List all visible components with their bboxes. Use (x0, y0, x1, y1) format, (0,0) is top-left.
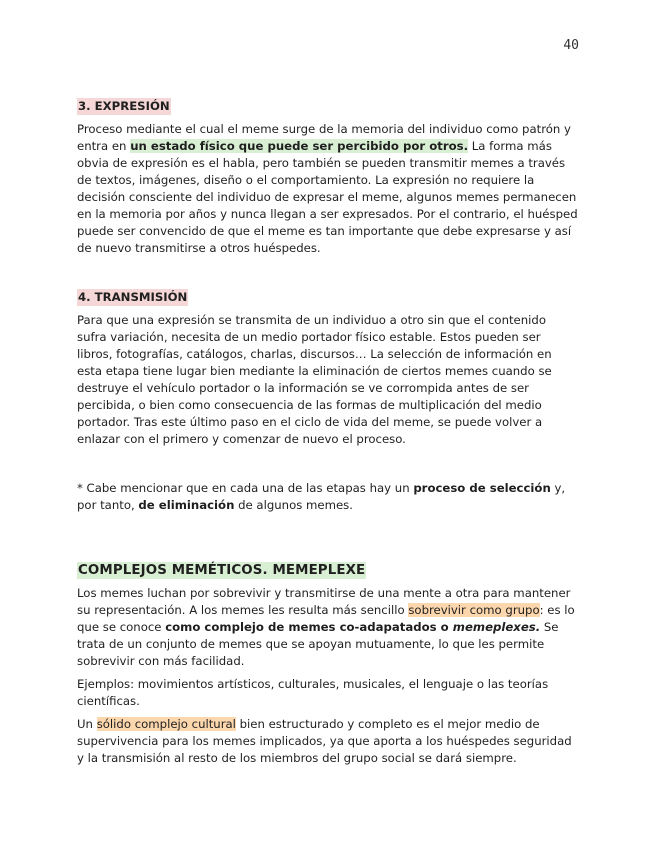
paragraph-complejos-1: Los memes luchan por sobrevivir y transmitirse de una mente a otra para mantener su representación. A los memes les resulta más sencillo sobrevivir como grupo: es lo que se conoce como complejo de memes co-adapatados o memeplexes. Se trata de un conjunto de memes que se apoyan mutuamente, lo que les permite sobrevivir con más facilidad. (77, 586, 575, 668)
document-body (77, 98, 579, 767)
highlight-sobrevivir-grupo: sobrevivir como grupo (408, 603, 540, 617)
page-number: 40 (563, 38, 579, 53)
note-paragraph: * Cabe mencionar que en cada una de las etapas hay un proceso de selección y, por tanto, de eliminación de algunos memes. (77, 481, 566, 512)
paragraph-complejos-3: Un sólido complejo cultural bien estructurado y completo es el mejor medio de supervivencia para los memes implicados, ya que aporta a los huéspedes seguridad y la transmisión al resto de los miembros del grupo social se dará siempre. (77, 717, 572, 765)
bold-proceso-seleccion: proceso de selección (413, 481, 551, 495)
section-heading-expresion: 3. EXPRESIÓN (78, 99, 170, 113)
paragraph-expresion: Proceso mediante el cual el meme surge de la memoria del individuo como patrón y entra en un estado físico que puede ser percibido por otros. La forma más obvia de expresión es el habla, pero también se pueden transmitir memes a través de textos, imágenes, diseño o el comportamiento. La expresión no requiere la decisión consciente del individuo de expresar el meme, algunos memes permanecen en la memoria por años y nunca llegan a ser expresados. Por el contrario, el huésped puede ser convencido de que el meme es tan importante que debe expresarse y así de nuevo transmitirse a otros huéspedes. (77, 122, 578, 255)
section-heading-transmision: 4. TRANSMISIÓN (78, 290, 188, 304)
highlight-solido-complejo: sólido complejo cultural (96, 717, 236, 731)
paragraph-complejos-ejemplos: Ejemplos: movimientos artísticos, culturales, musicales, el lenguaje o las teorías científicas. (77, 677, 549, 708)
highlight-estado-fisico: un estado físico que puede ser percibido por otros. (130, 139, 469, 153)
paragraph-transmision: Para que una expresión se transmita de un individuo a otro sin que el contenido sufra variación, necesita de un medio portador físico estable. Estos pueden ser libros, fotografías, catálogos, charlas, discursos… La selección de información en esta etapa tiene lugar bien mediante la eliminación de ciertos memes cuando se destruye el vehículo portador o la información se ve corrompida antes de ser percibida, o bien como consecuencia de las formas de multiplicación del medio portador. Tras este último paso en el ciclo de vida del meme, se puede volver a enlazar con el primero y comenzar de nuevo el proceso. (77, 313, 552, 446)
bold-eliminacion: de eliminación (138, 498, 235, 512)
section-heading-complejos: COMPLEJOS MEMÉTICOS. MEMEPLEXE (78, 563, 366, 578)
